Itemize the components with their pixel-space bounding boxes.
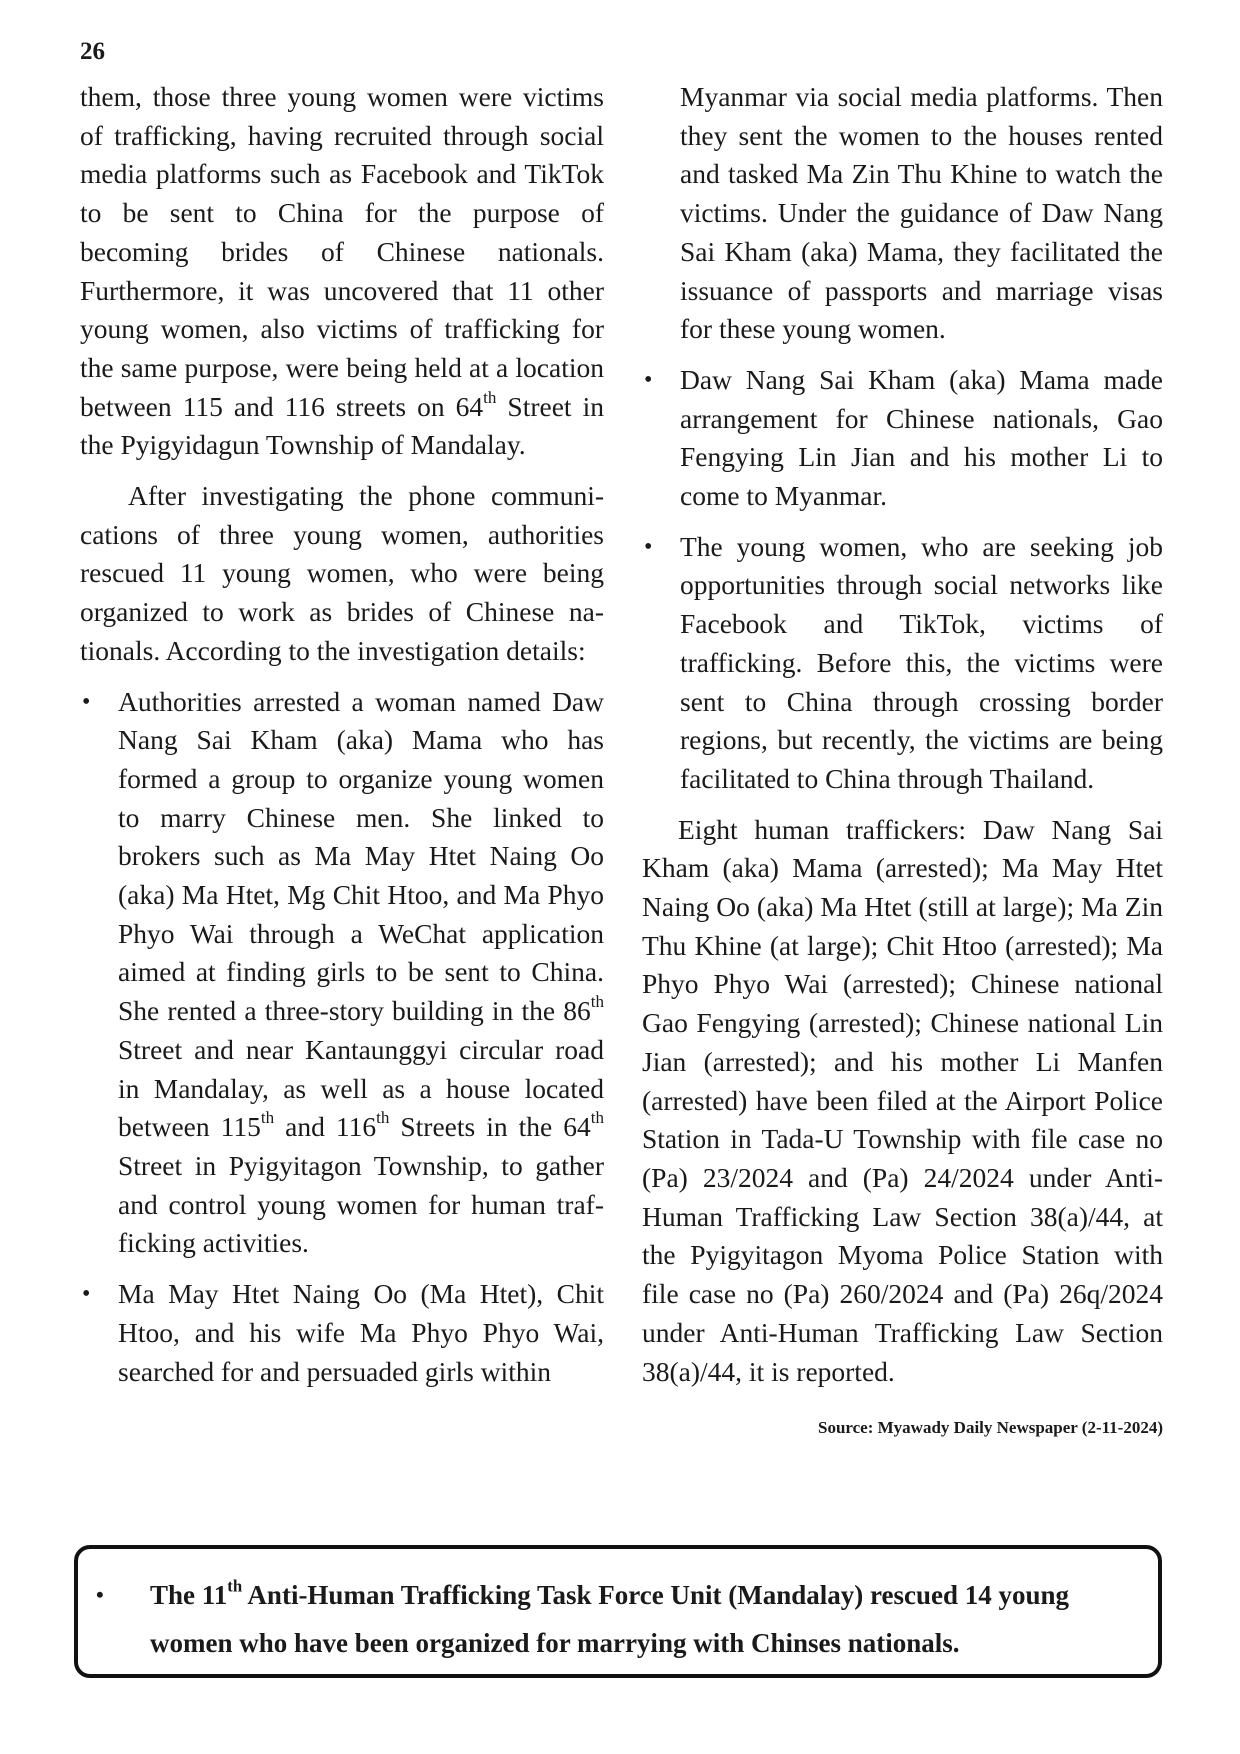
bullet-list-right — [642, 78, 1163, 799]
list-item: • Authorities arrested a woman named Daw Nang Sai Kham (aka) Mama who has formed a group to organize young women to marry Chinese men. She linked to brokers such as Ma May Htet Naing Oo (aka) Ma Htet, Mg Chit Htoo, and Ma Phyo Phyo Wai through a WeChat application aimed at finding girls to be sent to China. She rented a three-story building in the 86th Street and near Kantaunggyi circular road in Mandalay, as well as a house located between 115th and 116th Streets in the 64th Street in Pyigyitagon Township, to gather and control young women for human trafficking activities. — [80, 683, 604, 1264]
headline-text: The 11th Anti-Human Trafficking Task Force Unit (Mandalay) rescued 14 young women who have been organized for marrying with Chinses nationals. — [150, 1576, 1070, 1658]
right-column — [642, 78, 1163, 1439]
bullet-icon: • — [96, 1582, 104, 1607]
list-item: • The young women, who are seeking job opportunities through social networks like Facebook and TikTok, victims of trafficking. Before this, the victims were sent to China through crossing border regions, but recently, the victims are being facilitated to China through Thailand. — [642, 528, 1163, 799]
source-citation: Source: Myawady Daily Newspaper (2-11-2024) — [817, 1418, 1163, 1438]
bullet-icon: • — [644, 366, 653, 393]
paragraph-3: Eight human traffickers: Daw Nang Sai Kham (aka) Mama (arrested); Ma May Htet Naing Oo (aka) Ma Htet (still at large); Ma Zin Thu Khine (at large); Chit Htoo (arrested); Ma Phyo Phyo Wai (arrested); Chinese national Gao Fengying (arrested); Chinese national Lin Jian (arrested); and his mother Li Manfen (arrested) have been filed at the Airport Police Station in Tada-U Township with file case no (Pa) 23/2024 and (Pa) 24/2024 under Anti-Human Trafficking Law Section 38(a)/44, at the Pyigyitagon Myoma Police Station with file case no (Pa) 260/2024 and (Pa) 26q/2024 under Anti-Human Trafficking Law Section 38(a)/44, it is reported. — [642, 813, 1163, 1387]
list-item: • Daw Nang Sai Kham (aka) Mama made arrangement for Chinese nationals, Gao Fengying Lin Jian and his mother Li to come to Myanmar. — [642, 361, 1163, 516]
paragraph-1: them, those three young women were victims of trafficking, having recruited through social media platforms such as Facebook and TikTok to be sent to China for the purpose of becoming brides of Chinese nationals. Furthermore, it was uncovered that 11 other young women, also victims of trafficking for the same purpose, were being held at a location between 115 and 116 streets on 64th Street in the Pyigyidagun Township of Mandalay. — [80, 81, 604, 461]
paragraph-2: After investigating the phone communications of three young women, authorities rescued 11 young women, who were being organized to work as brides of Chinese nationals. According to the investigation details: — [80, 480, 604, 666]
bullet-icon: • — [82, 1281, 91, 1308]
left-column — [80, 78, 604, 1403]
list-item: • Ma May Htet Naing Oo (Ma Htet), Chit Htoo, and his wife Ma Phyo Phyo Wai, searched for and persuaded girls within — [80, 1275, 604, 1391]
page-number: 26 — [80, 38, 105, 65]
bullet-icon: • — [644, 533, 653, 560]
bullet-list-left — [80, 683, 604, 1392]
list-item-continued: Myanmar via social media platforms. Then they sent the women to the houses rented and tasked Ma Zin Thu Khine to watch the victims. Under the guidance of Daw Nang Sai Kham (aka) Mama, they facilitated the issuance of passports and marriage visas for these young women. — [680, 81, 1163, 345]
headline-box — [74, 1545, 1162, 1678]
bullet-icon: • — [82, 688, 91, 715]
